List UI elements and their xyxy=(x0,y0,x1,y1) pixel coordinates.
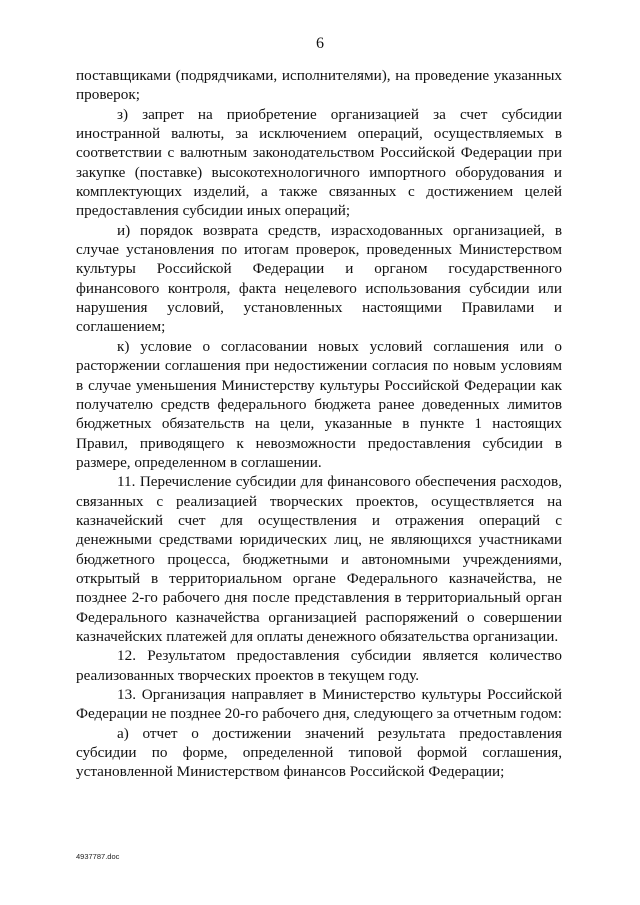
paragraph-item-i: и) порядок возврата средств, израсходованных организацией, в случае установления по итогам проверок, проведенных Министерством культуры Российской Федерации и органом государственного финансового контроля, факта нецелевого использования субсидии или нарушения условий, установленных настоящими Правилами и соглашением; xyxy=(76,221,562,336)
paragraph-12: 12. Результатом предоставления субсидии является количество реализованных творческих проектов в текущем году. xyxy=(76,647,562,684)
paragraph-item-k: к) условие о согласовании новых условий соглашения или о расторжении соглашения при недостижении согласия по новым условиям в случае уменьшения Министерству культуры Российской Федерации как получателю средств федерального бюджета ранее доведенных лимитов бюджетных обязательств на цели, указанные в пункте 1 настоящих Правил, приводящего к невозможности предоставления субсидии в размере, определенном в соглашении. xyxy=(76,337,562,471)
paragraph-11: 11. Перечисление субсидии для финансового обеспечения расходов, связанных с реализацией творческих проектов, осуществляется на казначейский счет для осуществления и отражения операций с денежными средствами юридических лиц, не являющихся участниками бюджетного процесса, бюджетными и автономными учреждениями, открытый в территориальном органе Федерального казначейства, не позднее 2-го рабочего дня после представления в территориальный орган Федерального казначейства организацией распоряжений о совершении казначейских платежей для оплаты денежного обязательства организации. xyxy=(76,473,562,645)
footer-doc-id: 4937787.doc xyxy=(76,852,120,861)
paragraph-13: 13. Организация направляет в Министерство культуры Российской Федерации не позднее 20-го рабочего дня, следующего за отчетным годом: xyxy=(76,686,562,723)
paragraph-continuation: поставщиками (подрядчиками, исполнителями), на проведение указанных проверок; xyxy=(76,67,562,104)
document-body xyxy=(76,66,562,782)
paragraph-item-a: а) отчет о достижении значений результата предоставления субсидии по форме, определенной типовой формой соглашения, установленной Министерством финансов Российской Федерации; xyxy=(76,724,562,781)
paragraph-item-z: з) запрет на приобретение организацией за счет субсидии иностранной валюты, за исключением операций, осуществляемых в соответствии с валютным законодательством Российской Федерации при закупке (поставке) высокотехнологичного импортного оборудования и комплектующих изделий, а также связанных с достижением целей предоставления субсидии иных операций; xyxy=(76,105,562,220)
page-number: 6 xyxy=(316,35,324,52)
